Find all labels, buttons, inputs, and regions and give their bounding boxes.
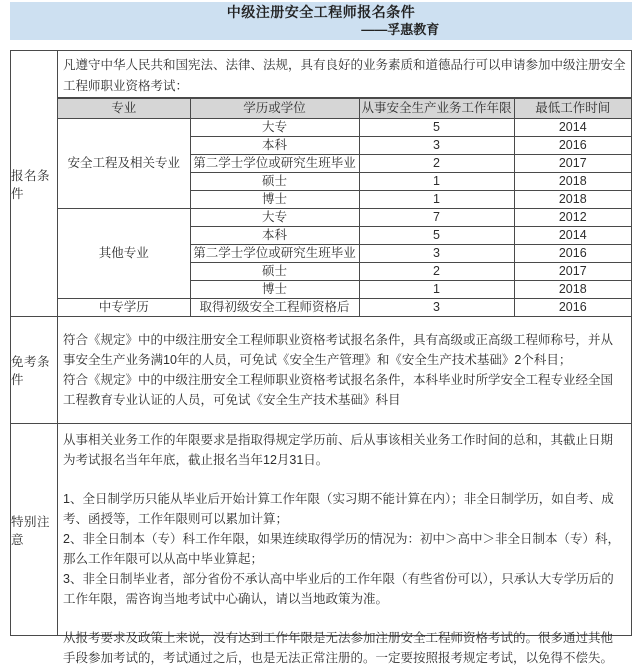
major-cell: 中专学历 [58, 299, 190, 317]
years-cell: 2 [359, 263, 514, 281]
years-cell: 1 [359, 173, 514, 191]
degree-cell: 硕士 [190, 173, 359, 191]
years-cell: 2 [359, 155, 514, 173]
section-special-notes [11, 424, 631, 665]
years-cell: 5 [359, 227, 514, 245]
degree-cell: 大专 [190, 119, 359, 137]
special-notes-body [58, 424, 631, 665]
years-cell: 5 [359, 119, 514, 137]
col-header-degree: 学历或学位 [190, 99, 359, 119]
table-row [58, 299, 631, 317]
requirements-table-body [58, 119, 631, 317]
min-year-cell: 2017 [514, 263, 631, 281]
section-registration [11, 51, 631, 317]
years-cell: 1 [359, 191, 514, 209]
special-notes-paragraph: 从事相关业务工作的年限要求是指取得规定学历前、后从事该相关业务工作时间的总和，其截止日期为考试报名当年年底，截止报名当年12月31日。 [63, 433, 614, 467]
table-row [58, 209, 631, 227]
table-header-row [58, 99, 631, 119]
title-bar [10, 2, 632, 40]
degree-cell: 本科 [190, 137, 359, 155]
requirements-table [58, 99, 631, 316]
major-cell: 安全工程及相关专业 [58, 119, 190, 209]
min-year-cell: 2016 [514, 299, 631, 317]
special-notes-paragraph: 2、非全日制本（专）科工作年限，如果连续取得学历的情况为：初中＞高中＞非全日制本（专）科，那么工作年限可以从高中毕业算起； [63, 532, 620, 566]
section-exemption [11, 317, 631, 424]
years-cell: 7 [359, 209, 514, 227]
page-subtitle: ——孚惠教育 [361, 22, 440, 38]
min-year-cell: 2012 [514, 209, 631, 227]
section-label-exemption: 免考条件 [11, 317, 58, 423]
min-year-cell: 2018 [514, 191, 631, 209]
page-title: 中级注册安全工程师报名条件 [226, 3, 416, 20]
exemption-paragraph: 符合《规定》中的中级注册安全工程师职业资格考试报名条件，具有高级或正高级工程师称号，并从事安全生产业务满10年的人员，可免试《安全生产管理》和《安全生产技术基础》2个科目； [63, 333, 614, 367]
degree-cell: 博士 [190, 281, 359, 299]
years-cell: 3 [359, 299, 514, 317]
degree-cell: 硕士 [190, 263, 359, 281]
special-notes-paragraph: 1、全日制学历只能从毕业后开始计算工作年限（实习期不能计算在内）；非全日制学历，如自考、成考、函授等，工作年限则可以累加计算； [63, 492, 614, 526]
degree-cell: 第二学士学位或研究生班毕业 [190, 155, 359, 173]
table-row [58, 119, 631, 137]
col-header-years: 从事安全生产业务工作年限 [359, 99, 514, 119]
min-year-cell: 2018 [514, 281, 631, 299]
major-cell: 其他专业 [58, 209, 190, 299]
exemption-paragraph: 符合《规定》中的中级注册安全工程师职业资格考试报名条件，本科毕业时所学安全工程专业经全国工程教育专业认证的人员，可免试《安全生产技术基础》科目 [63, 373, 614, 407]
degree-cell: 大专 [190, 209, 359, 227]
min-year-cell: 2016 [514, 137, 631, 155]
degree-cell: 取得初级安全工程师资格后 [190, 299, 359, 317]
min-year-cell: 2016 [514, 245, 631, 263]
registration-body [58, 51, 631, 316]
degree-cell: 博士 [190, 191, 359, 209]
degree-cell: 第二学士学位或研究生班毕业 [190, 245, 359, 263]
min-year-cell: 2018 [514, 173, 631, 191]
years-cell: 3 [359, 137, 514, 155]
registration-intro-text: 凡遵守中华人民共和国宪法、法律、法规，具有良好的业务素质和道德品行可以申请参加中级注册安全工程师职业资格考试： [58, 51, 631, 99]
years-cell: 3 [359, 245, 514, 263]
degree-cell: 本科 [190, 227, 359, 245]
section-label-registration: 报名条件 [11, 51, 58, 316]
col-header-min-year: 最低工作时间 [514, 99, 631, 119]
min-year-cell: 2017 [514, 155, 631, 173]
special-notes-paragraph: 从报考要求及政策上来说，没有达到工作年限是无法参加注册安全工程师资格考试的。很多通过其他手段参加考试的，考试通过之后，也是无法正常注册的。一定要按照报考规定考试，以免得不偿失。 [63, 631, 614, 665]
years-cell: 1 [359, 281, 514, 299]
special-notes-paragraph: 3、非全日制毕业者，部分省份不承认高中毕业后的工作年限（有些省份可以），只承认大专学历后的工作年限，需咨询当地考试中心确认，请以当地政策为准。 [63, 572, 614, 606]
main-document-table [10, 50, 632, 665]
col-header-major: 专业 [58, 99, 190, 119]
section-label-special-notes: 特别注意 [11, 424, 58, 635]
min-year-cell: 2014 [514, 119, 631, 137]
exemption-body [58, 317, 631, 423]
title-wrap [226, 3, 440, 39]
min-year-cell: 2014 [514, 227, 631, 245]
